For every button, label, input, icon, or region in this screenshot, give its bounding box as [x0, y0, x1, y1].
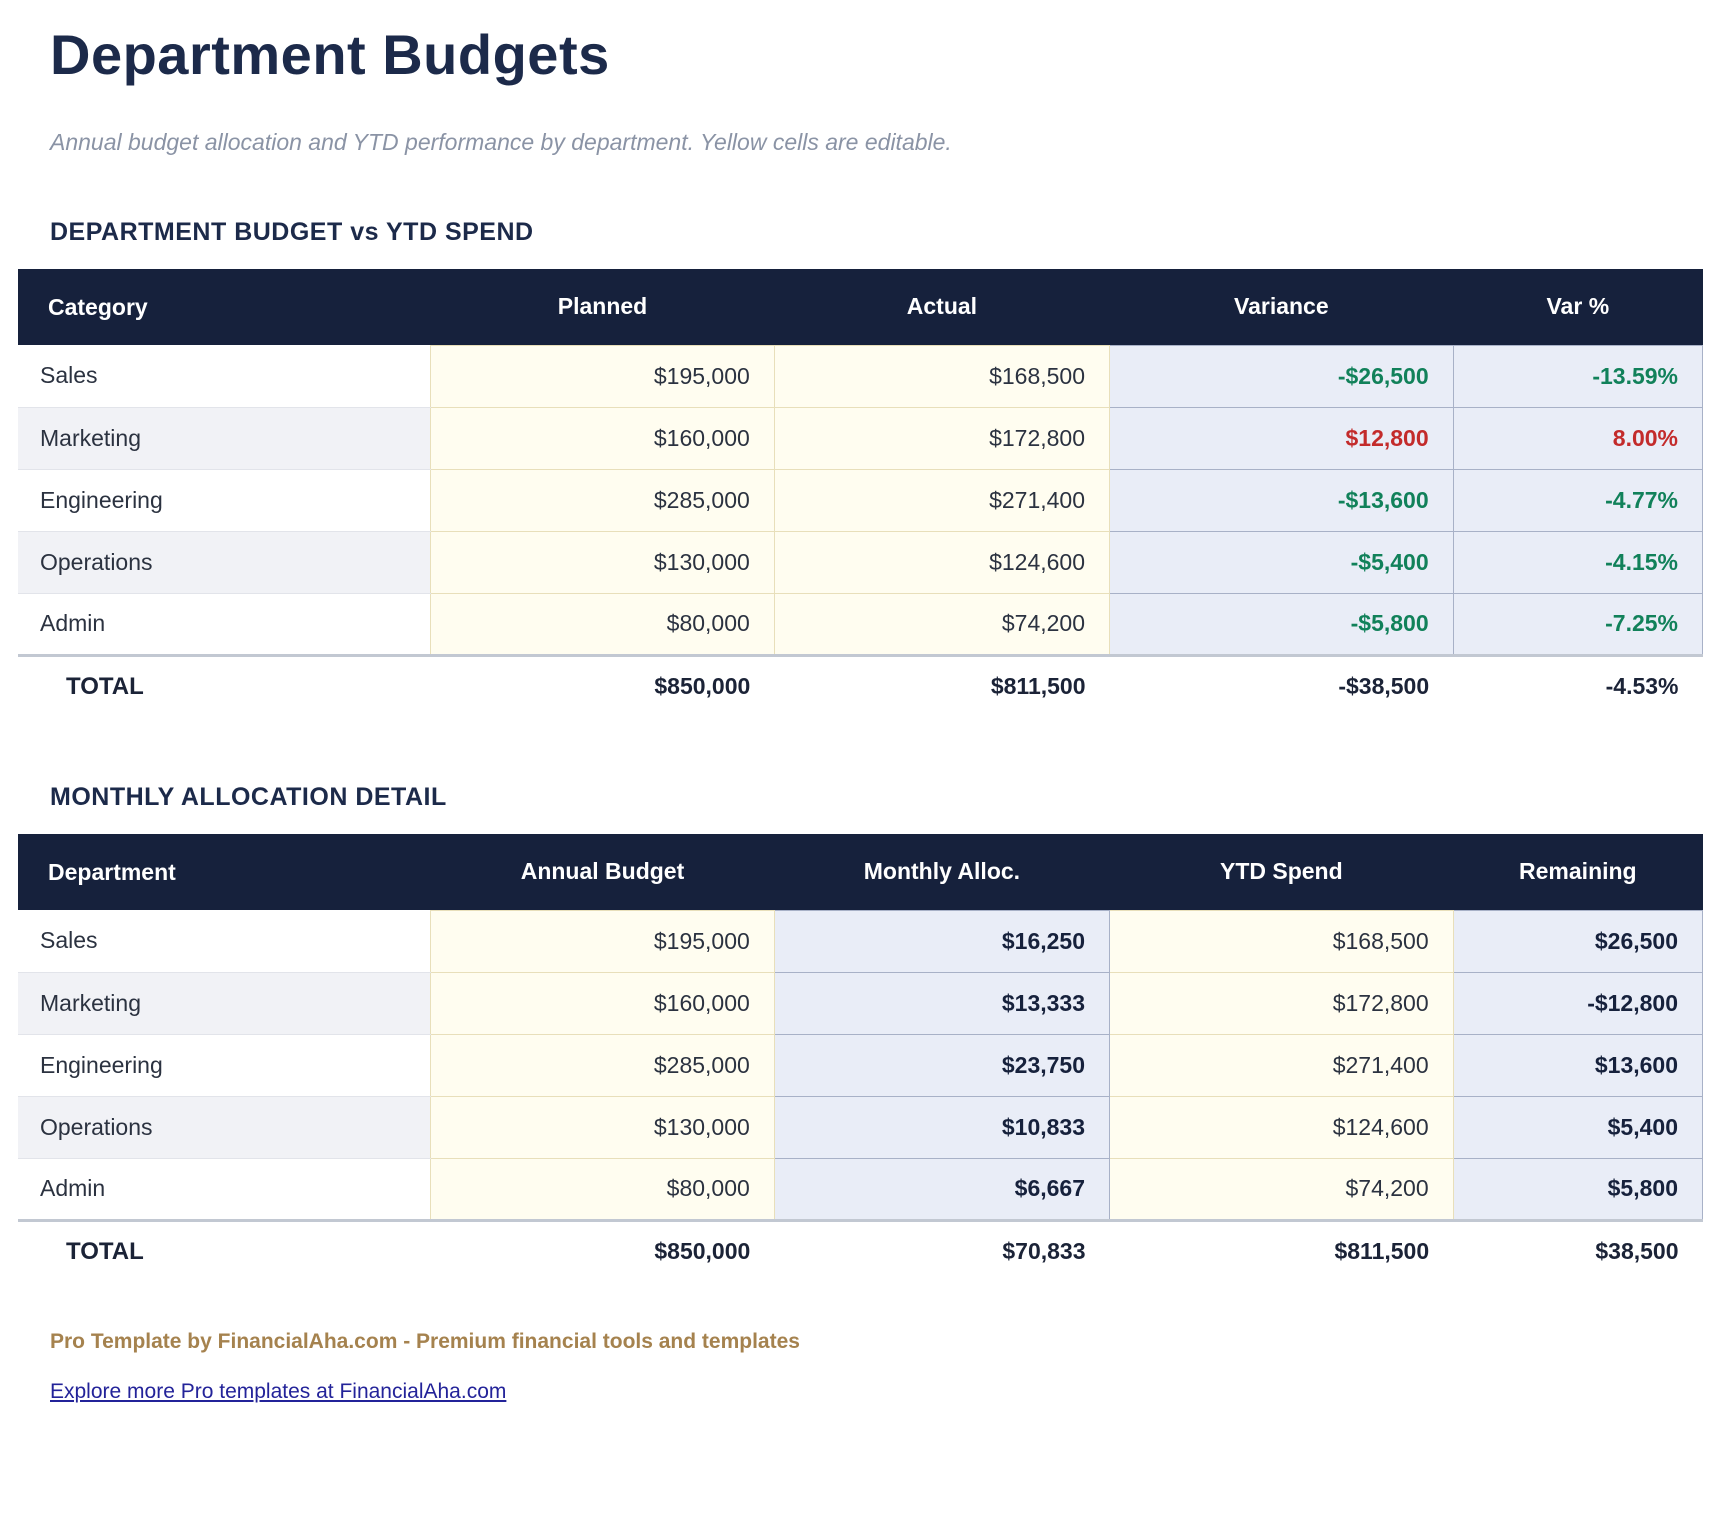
- table-row: [18, 1034, 1703, 1096]
- ytd-spend-cell[interactable]: $172,800: [1110, 972, 1454, 1034]
- table-row: [18, 593, 1703, 655]
- ytd-spend-cell[interactable]: $168,500: [1110, 910, 1454, 972]
- budget-total-row: [18, 655, 1703, 717]
- actual-cell[interactable]: $271,400: [774, 469, 1109, 531]
- monthly-alloc-cell: $23,750: [774, 1034, 1109, 1096]
- column-header-department: Department: [18, 834, 431, 910]
- total-remaining: $38,500: [1453, 1220, 1702, 1282]
- allocation-total-row: [18, 1220, 1703, 1282]
- table-row: [18, 469, 1703, 531]
- annual-budget-cell[interactable]: $195,000: [431, 910, 775, 972]
- allocation-section: [18, 783, 1703, 1282]
- budget-section-title: DEPARTMENT BUDGET vs YTD SPEND: [50, 218, 534, 246]
- table-row: [18, 1096, 1703, 1158]
- table-row: [18, 407, 1703, 469]
- total-ytd-spend: $811,500: [1110, 1220, 1454, 1282]
- column-header-var-pct: Var %: [1453, 269, 1702, 345]
- ytd-spend-cell[interactable]: $74,200: [1110, 1158, 1454, 1220]
- table-row: [18, 972, 1703, 1034]
- planned-cell[interactable]: $80,000: [431, 593, 775, 655]
- remaining-cell: $5,800: [1453, 1158, 1702, 1220]
- variance-cell: $12,800: [1110, 407, 1454, 469]
- remaining-cell: -$12,800: [1453, 972, 1702, 1034]
- ytd-spend-cell[interactable]: $124,600: [1110, 1096, 1454, 1158]
- table-row: [18, 910, 1703, 972]
- department-cell: Marketing: [18, 972, 431, 1034]
- allocation-header-row: [18, 834, 1703, 910]
- annual-budget-cell[interactable]: $130,000: [431, 1096, 775, 1158]
- actual-cell[interactable]: $74,200: [774, 593, 1109, 655]
- monthly-alloc-cell: $6,667: [774, 1158, 1109, 1220]
- annual-budget-cell[interactable]: $80,000: [431, 1158, 775, 1220]
- budget-section: [18, 218, 1703, 717]
- variance-cell: -$5,400: [1110, 531, 1454, 593]
- annual-budget-cell[interactable]: $285,000: [431, 1034, 775, 1096]
- allocation-table: [18, 834, 1703, 1282]
- planned-cell[interactable]: $195,000: [431, 345, 775, 407]
- actual-cell[interactable]: $124,600: [774, 531, 1109, 593]
- category-cell: Admin: [18, 593, 431, 655]
- column-header-annual-budget: Annual Budget: [431, 834, 775, 910]
- department-cell: Operations: [18, 1096, 431, 1158]
- actual-cell[interactable]: $172,800: [774, 407, 1109, 469]
- planned-cell[interactable]: $285,000: [431, 469, 775, 531]
- monthly-alloc-cell: $10,833: [774, 1096, 1109, 1158]
- column-header-category: Category: [18, 269, 431, 345]
- total-actual: $811,500: [774, 655, 1109, 717]
- page-footer: [50, 1330, 1703, 1404]
- variance-cell: -$5,800: [1110, 593, 1454, 655]
- var-pct-cell: 8.00%: [1453, 407, 1702, 469]
- column-header-actual: Actual: [774, 269, 1109, 345]
- allocation-section-title: MONTHLY ALLOCATION DETAIL: [50, 783, 447, 811]
- planned-cell[interactable]: $160,000: [431, 407, 775, 469]
- annual-budget-cell[interactable]: $160,000: [431, 972, 775, 1034]
- table-row: [18, 1158, 1703, 1220]
- branding-text: Pro Template by FinancialAha.com - Premium financial tools and templates: [50, 1330, 800, 1353]
- budget-header-row: [18, 269, 1703, 345]
- ytd-spend-cell[interactable]: $271,400: [1110, 1034, 1454, 1096]
- category-cell: Engineering: [18, 469, 431, 531]
- page-title: Department Budgets: [50, 23, 610, 86]
- variance-cell: -$13,600: [1110, 469, 1454, 531]
- var-pct-cell: -4.77%: [1453, 469, 1702, 531]
- table-row: [18, 345, 1703, 407]
- explore-templates-link[interactable]: Explore more Pro templates at FinancialAha.com: [50, 1380, 507, 1403]
- column-header-variance: Variance: [1110, 269, 1454, 345]
- total-var-pct: -4.53%: [1453, 655, 1702, 717]
- total-monthly-alloc: $70,833: [774, 1220, 1109, 1282]
- column-header-remaining: Remaining: [1453, 834, 1702, 910]
- category-cell: Marketing: [18, 407, 431, 469]
- total-label: TOTAL: [18, 1220, 431, 1282]
- remaining-cell: $13,600: [1453, 1034, 1702, 1096]
- page-subtitle: Annual budget allocation and YTD performance by department. Yellow cells are editable.: [50, 129, 952, 155]
- var-pct-cell: -7.25%: [1453, 593, 1702, 655]
- variance-cell: -$26,500: [1110, 345, 1454, 407]
- actual-cell[interactable]: $168,500: [774, 345, 1109, 407]
- planned-cell[interactable]: $130,000: [431, 531, 775, 593]
- table-row: [18, 531, 1703, 593]
- category-cell: Operations: [18, 531, 431, 593]
- column-header-planned: Planned: [431, 269, 775, 345]
- column-header-ytd-spend: YTD Spend: [1110, 834, 1454, 910]
- monthly-alloc-cell: $16,250: [774, 910, 1109, 972]
- department-cell: Engineering: [18, 1034, 431, 1096]
- category-cell: Sales: [18, 345, 431, 407]
- remaining-cell: $5,400: [1453, 1096, 1702, 1158]
- var-pct-cell: -13.59%: [1453, 345, 1702, 407]
- budget-table: [18, 269, 1703, 717]
- department-cell: Admin: [18, 1158, 431, 1220]
- total-variance: -$38,500: [1110, 655, 1454, 717]
- remaining-cell: $26,500: [1453, 910, 1702, 972]
- total-planned: $850,000: [431, 655, 775, 717]
- department-cell: Sales: [18, 910, 431, 972]
- var-pct-cell: -4.15%: [1453, 531, 1702, 593]
- monthly-alloc-cell: $13,333: [774, 972, 1109, 1034]
- total-label: TOTAL: [18, 655, 431, 717]
- total-annual-budget: $850,000: [431, 1220, 775, 1282]
- column-header-monthly-alloc: Monthly Alloc.: [774, 834, 1109, 910]
